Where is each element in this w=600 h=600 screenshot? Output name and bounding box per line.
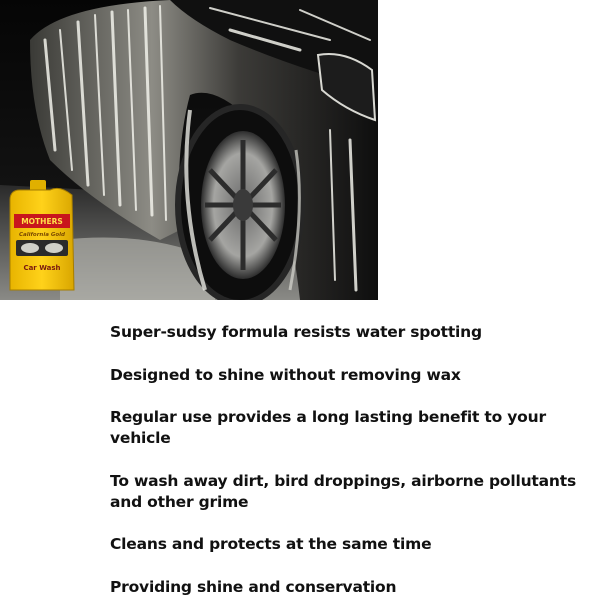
feature-item: Cleans and protects at the same time [110, 535, 432, 553]
bottle-brand-label: MOTHERS [21, 217, 63, 226]
feature-list [110, 322, 598, 600]
bottle-name-label: Car Wash [23, 264, 61, 272]
feature-item: Providing shine and conservation [110, 577, 397, 596]
car-wash-photo [0, 0, 378, 300]
foamy-car-image [0, 0, 378, 300]
car-wash-bottle [10, 180, 74, 290]
feature-item: Super-sudsy formula resists water spotting [110, 323, 482, 341]
feature-item: Regular use provides a long lasting benefit to your vehicle [110, 408, 546, 447]
feature-item: Designed to shine without removing wax [110, 365, 461, 384]
feature-item: To wash away dirt, bird droppings, airborne pollutants and other grime [110, 471, 576, 511]
bottle-line-label: California Gold [19, 232, 65, 238]
